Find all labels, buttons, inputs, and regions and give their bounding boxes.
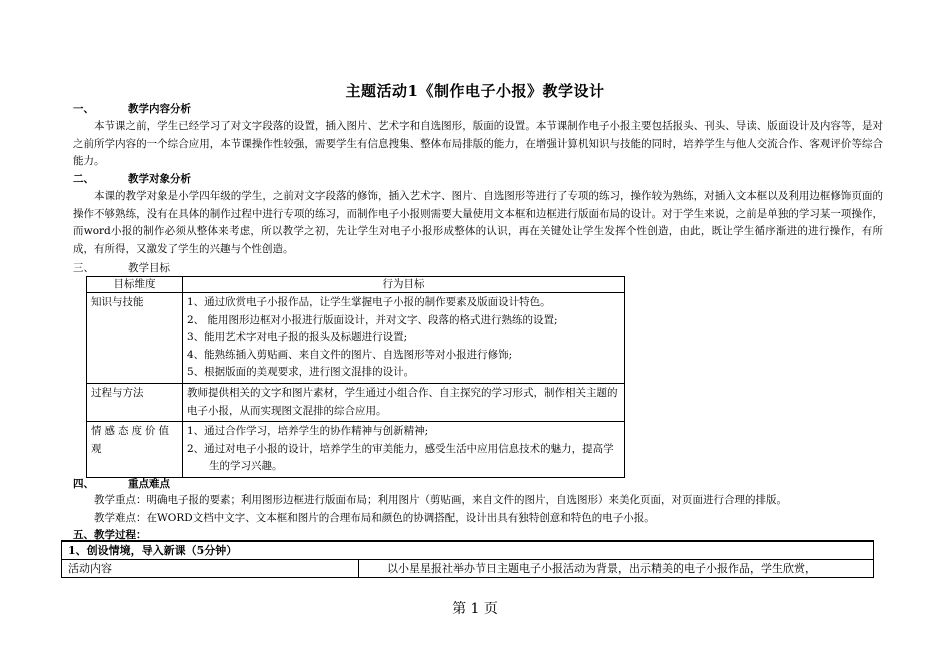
goals-items-cell bbox=[183, 422, 625, 478]
section-1-label: 教学内容分析 bbox=[128, 103, 191, 115]
goal-item: 教师提供相关的文字和图片素材，学生通过小组合作、自主探究的学习形式，制作相关主题的电子小报，从而实现图文混排的综合应用。 bbox=[187, 386, 618, 417]
page-number: 第 1 页 bbox=[452, 601, 498, 617]
section-5-number: 五、 bbox=[73, 529, 94, 541]
goals-dimension-cell: 过程与方法 bbox=[87, 383, 183, 421]
section-3-label: 教学目标 bbox=[128, 262, 170, 274]
process-stage-title: 1、创设情境，导入新课（5分钟） bbox=[62, 541, 874, 560]
process-table bbox=[61, 540, 874, 578]
goals-header-behavior: 行为目标 bbox=[183, 277, 625, 293]
section-1-text: 本节课之前，学生已经学习了对文字段落的设置，插入图片、艺术字和自选图形，版面的设置。本节课制作电子小报主要包括报头、刊头、导读、版面设计及内容等，是对之前所学内容的一个综合应用，本节课操作性较强，需要学生有信息搜集、整体布局排版的能力，在增强计算机知识与技能的同时，培养学生与他人交流合作、客观评价等综合能力。 bbox=[73, 120, 883, 167]
process-activity-label: 活动内容 bbox=[62, 560, 359, 578]
section-2-number: 二、 bbox=[73, 173, 94, 185]
goals-table bbox=[86, 276, 625, 478]
goals-items-cell bbox=[183, 383, 625, 421]
section-5-label: 教学过程： bbox=[94, 529, 147, 541]
section-4-heading bbox=[73, 476, 170, 491]
section-2-text: 本课的教学对象是小学四年级的学生，之前对文字段落的修饰，插入艺术字、图片、自选图形等进行了专项的练习，操作较为熟练，对插入文本框以及利用边框修饰页面的操作不够熟练，没有在具体的制作过程中进行专项的练习，而制作电子小报则需要大量使用文本框和边框进行版面布局的设计。对于学生来说，之前是单独的学习某一项操作，而word小报的制作必须从整体来考虑，所以教学之初，先让学生对电子小报形成整体的认识，再在关键处让学生发挥个性创造，由此，既让学生循序渐进的进行操作，有所成，有所得，又激发了学生的兴趣与个性创造。 bbox=[73, 190, 883, 255]
goal-item: 1、通过合作学习，培养学生的协作精神与创新精神; bbox=[187, 425, 429, 438]
process-activity-text: 以小星星报社举办节日主题电子小报活动为背景，出示精美的电子小报作品，学生欣赏， bbox=[359, 560, 874, 578]
section-1-heading bbox=[73, 101, 191, 116]
process-activity-row bbox=[62, 560, 874, 578]
goal-item: 5、根据版面的美观要求，进行图文混排的设计。 bbox=[187, 366, 415, 379]
goal-item: 1、通过欣赏电子小报作品，让学生掌握电子小报的制作要素及版面设计特色。 bbox=[187, 296, 551, 308]
goals-row-attitude bbox=[87, 422, 625, 478]
goal-item: 2、 能用图形边框对小报进行版面设计，并对文字、段落的格式进行熟练的设置; bbox=[187, 313, 558, 326]
goal-item: 2、通过对电子小报的设计，培养学生的审美能力，感受生活中应用信息技术的魅力，提高学生的学习兴趣。 bbox=[187, 442, 614, 473]
goals-header-dimension: 目标维度 bbox=[87, 277, 183, 293]
goal-item: 3、能用艺术字对电子报的报头及标题进行设置; bbox=[187, 331, 408, 344]
section-2-label: 教学对象分析 bbox=[128, 173, 191, 185]
document-title: 主题活动1《制作电子小报》教学设计 bbox=[345, 82, 605, 100]
goals-row-process bbox=[87, 383, 625, 421]
key-points-text: 教学重点：明确电子报的要素；利用图形边框进行版面布局；利用图片（剪贴画，来自文件的图片，自选图形）来美化页面，对页面进行合理的排版。 bbox=[94, 494, 787, 506]
goals-row-knowledge bbox=[87, 293, 625, 384]
section-2-heading bbox=[73, 171, 191, 186]
goals-items-cell bbox=[183, 293, 625, 384]
section-3-heading bbox=[73, 260, 170, 275]
section-4-label: 重点难点 bbox=[128, 478, 170, 490]
process-stage-row bbox=[62, 541, 874, 560]
section-1-number: 一、 bbox=[73, 103, 94, 115]
goals-dimension-cell: 情感态度价值观 bbox=[87, 422, 183, 478]
difficult-points-text: 教学难点：在WORD文档中文字、文本框和图片的合理布局和颜色的协调搭配，设计出具有独特创意和特色的电子小报。 bbox=[94, 512, 655, 524]
section-4-number: 四、 bbox=[73, 478, 94, 490]
section-3-number: 三、 bbox=[73, 262, 94, 274]
goals-dimension-cell: 知识与技能 bbox=[87, 293, 183, 384]
goals-table-header bbox=[87, 277, 625, 293]
goal-item: 4、能熟练插入剪贴画、来自文件的图片、自选图形等对小报进行修饰; bbox=[187, 348, 513, 361]
